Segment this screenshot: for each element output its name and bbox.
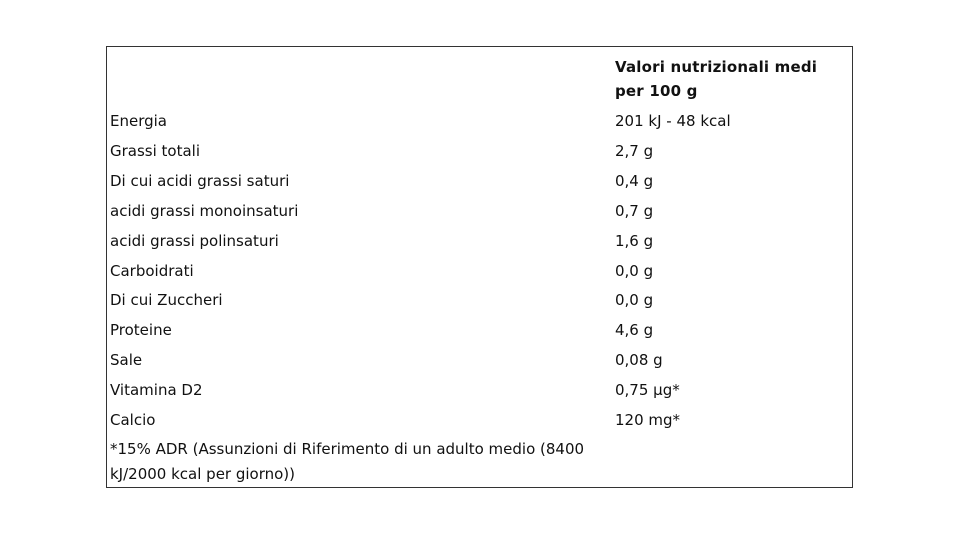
row-value: 120 mg* (615, 411, 681, 429)
row-value: 0,4 g (615, 172, 654, 190)
row-label: acidi grassi polinsaturi (110, 232, 279, 250)
footnote: *15% ADR (Assunzioni di Riferimento di un adulto medio (8400 kJ/2000 kcal per giorno)) (110, 440, 585, 483)
row-value: 0,0 g (615, 262, 654, 280)
row-value: 2,7 g (615, 142, 654, 160)
row-label: acidi grassi monoinsaturi (110, 202, 299, 220)
row-label: Energia (110, 112, 167, 130)
table-row (107, 378, 852, 402)
table-row (107, 318, 852, 342)
table-row (107, 259, 852, 283)
row-label: Di cui Zuccheri (110, 291, 223, 309)
row-value: 0,75 µg* (615, 381, 680, 399)
row-value: 1,6 g (615, 232, 654, 250)
row-label: Grassi totali (110, 142, 201, 160)
table-row (107, 229, 852, 253)
row-value: 0,08 g (615, 351, 663, 369)
row-label: Calcio (110, 411, 156, 429)
row-label: Sale (110, 351, 143, 369)
row-value: 0,0 g (615, 291, 654, 309)
row-label: Carboidrati (110, 262, 194, 280)
row-value: 201 kJ - 48 kcal (615, 112, 731, 130)
table-row (107, 348, 852, 372)
row-label: Vitamina D2 (110, 381, 203, 399)
table-row (107, 408, 852, 432)
row-value: 0,7 g (615, 202, 654, 220)
table-row (107, 288, 852, 312)
column-header: Valori nutrizionali medi per 100 g (615, 58, 818, 100)
table-row (107, 139, 852, 163)
row-label: Proteine (110, 321, 172, 339)
nutrition-table (106, 46, 853, 488)
row-value: 4,6 g (615, 321, 654, 339)
table-row (107, 169, 852, 193)
row-label: Di cui acidi grassi saturi (110, 172, 290, 190)
table-row (107, 199, 852, 223)
table-row (107, 109, 852, 133)
